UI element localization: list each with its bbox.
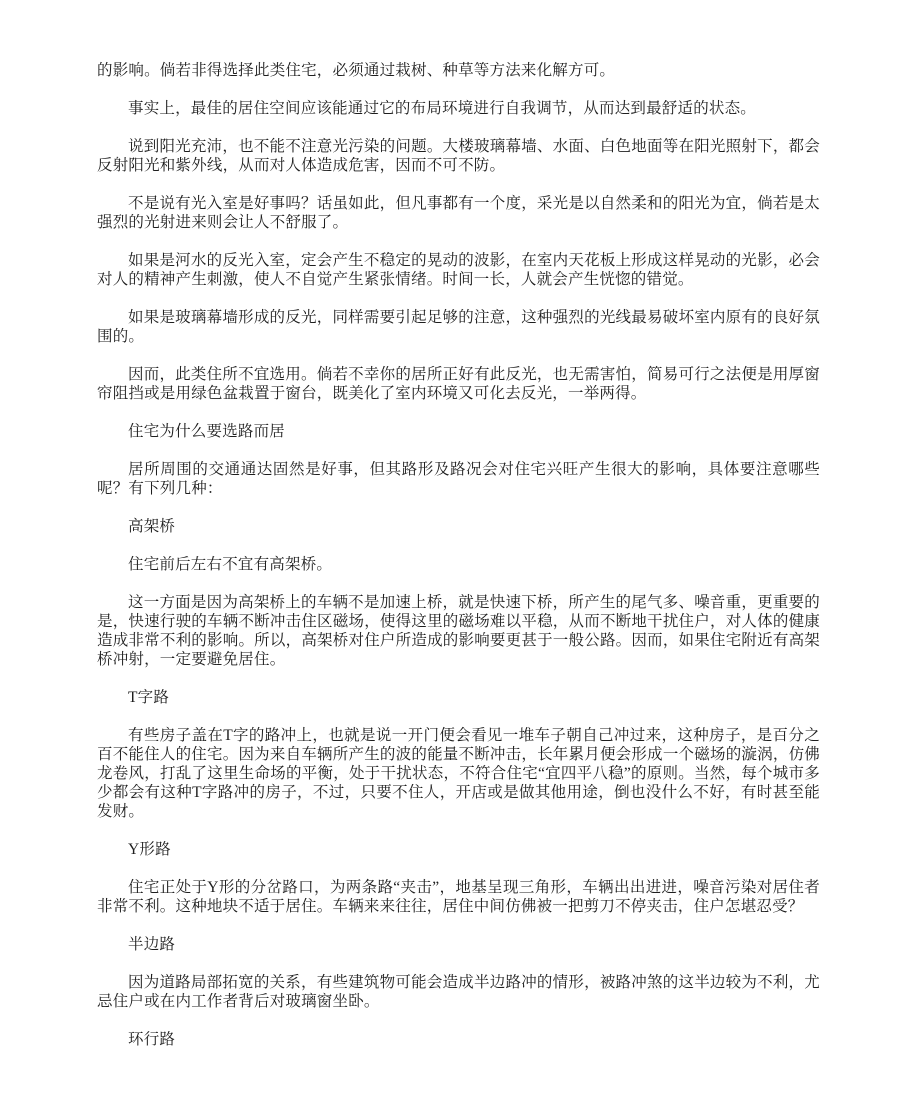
road-type-heading: Y形路 — [128, 841, 171, 858]
road-type-heading: T字路 — [128, 689, 170, 706]
body-paragraph: 住宅正处于Y形的分岔路口，为两条路“夹击”，地基呈现三角形，车辆出出进进，噪音污染对居住者非常不利。这种地块不适于居住。车辆来来往往，居住中间仿佛被一把剪刀不停夹击，住户怎堪忍受？ — [97, 879, 820, 915]
road-type-heading: 环行路 — [128, 1031, 176, 1048]
page-text-content — [97, 61, 820, 1068]
body-paragraph: 居所周围的交通通达固然是好事，但其路形及路况会对住宅兴旺产生很大的影响，具体要注意哪些呢？有下列几种： — [97, 461, 820, 497]
body-paragraph: 住宅前后左右不宜有高架桥。 — [128, 556, 333, 573]
body-paragraph: 如果是玻璃幕墙形成的反光，同样需要引起足够的注意，这种强烈的光线最易破坏室内原有的良好氛围的。 — [97, 309, 820, 345]
road-type-heading: 半边路 — [128, 936, 176, 953]
body-paragraph: 事实上，最佳的居住空间应该能通过它的布局环境进行自我调节，从而达到最舒适的状态。 — [128, 100, 757, 117]
body-paragraph: 有些房子盖在T字的路冲上，也就是说一开门便会看见一堆车子朝自己冲过来，这种房子，是百分之百不能住人的住宅。因为来自车辆所产生的波的能量不断冲击，长年累月便会形成一个磁场的漩涡，仿佛龙卷风，打乱了这里生命场的平衡，处于干扰状态，不符合住宅“宜四平八稳”的原则。当然，每个城市多少都会有这种T字路冲的房子，不过，只要不住人，开店或是做其他用途，倒也没什么不好，有时甚至能发财。 — [97, 727, 820, 820]
road-type-heading: 高架桥 — [128, 518, 176, 535]
body-paragraph: 如果是河水的反光入室，定会产生不稳定的晃动的波影，在室内天花板上形成这样晃动的光影，必会对人的精神产生刺激，使人不自觉产生紧张情绪。时间一长，人就会产生恍惚的错觉。 — [97, 252, 820, 288]
body-paragraph: 因为道路局部拓宽的关系，有些建筑物可能会造成半边路冲的情形，被路冲煞的这半边较为不利，尤忌住户或在内工作者背后对玻璃窗坐卧。 — [97, 974, 820, 1010]
paragraph-continuation: 的影响。倘若非得选择此类住宅，必须通过栽树、种草等方法来化解方可。 — [97, 62, 616, 79]
section-heading: 住宅为什么要选路而居 — [128, 423, 286, 440]
body-paragraph: 不是说有光入室是好事吗？话虽如此，但凡事都有一个度，采光是以自然柔和的阳光为宜，倘若是太强烈的光射进来则会让人不舒服了。 — [97, 195, 820, 231]
body-paragraph: 这一方面是因为高架桥上的车辆不是加速上桥，就是快速下桥，所产生的尾气多、噪音重，更重要的是，快速行驶的车辆不断冲击住区磁场，使得这里的磁场难以平稳，从而不断地干扰住户，对人体的健康造成非常不利的影响。所以，高架桥对住户所造成的影响要更甚于一般公路。因而，如果住宅附近有高架桥冲射，一定要避免居住。 — [97, 594, 820, 668]
body-paragraph: 说到阳光充沛，也不能不注意光污染的问题。大楼玻璃幕墙、水面、白色地面等在阳光照射下，都会反射阳光和紫外线，从而对人体造成危害，因而不可不防。 — [97, 138, 820, 174]
body-paragraph: 因而，此类住所不宜选用。倘若不幸你的居所正好有此反光，也无需害怕，简易可行之法便是用厚窗帘阻挡或是用绿色盆栽置于窗台，既美化了室内环境又可化去反光，一举两得。 — [97, 366, 820, 402]
